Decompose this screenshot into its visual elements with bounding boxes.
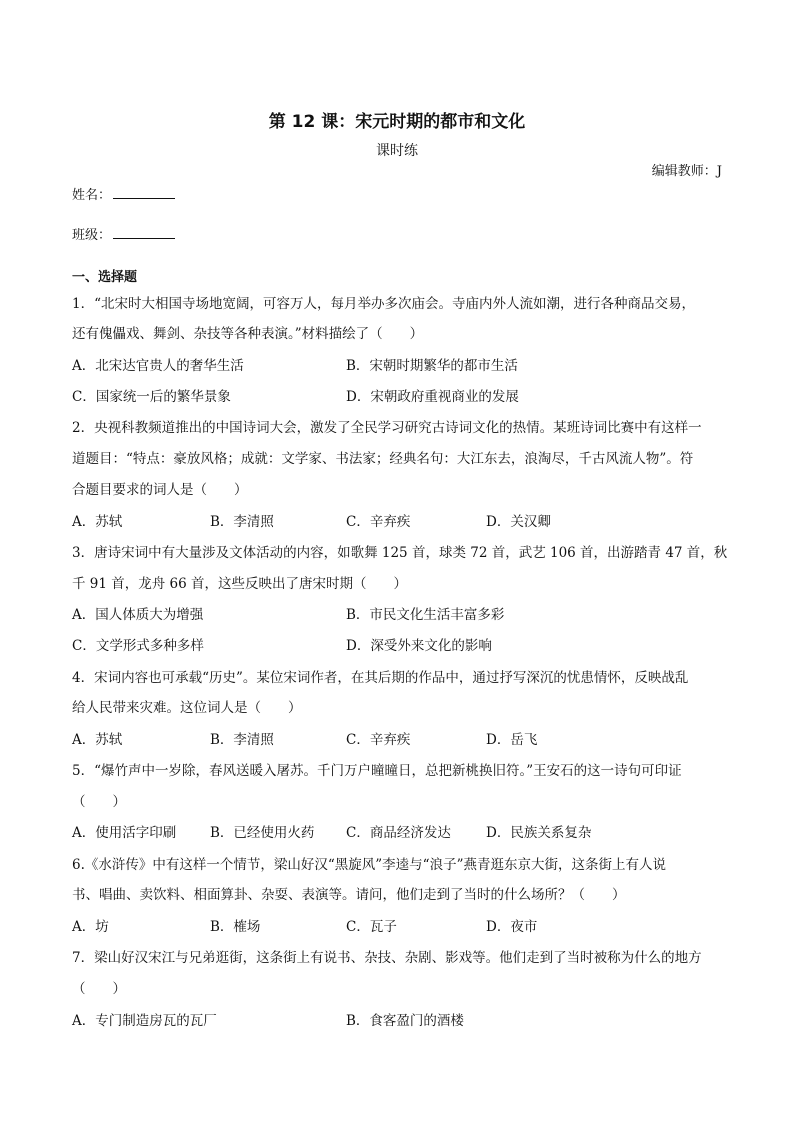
editor-label: 编辑教师：J — [651, 164, 722, 179]
q3-option-c[interactable]: C．文学形式多种多样 — [72, 638, 204, 654]
q3-option-d[interactable]: D．深受外来文化的影响 — [346, 638, 492, 654]
q2-option-d[interactable]: D．关汉卿 — [486, 514, 551, 530]
q6-option-a[interactable]: A．坊 — [72, 919, 109, 935]
q6-option-b[interactable]: B．榷场 — [210, 919, 261, 935]
q2-option-b[interactable]: B．李清照 — [210, 514, 274, 530]
question-2-line-3: 合题目要求的词人是（ ） — [72, 482, 248, 498]
question-1-line-2: 还有傀儡戏、舞剑、杂技等各种表演。”材料描绘了（ ） — [72, 326, 424, 342]
question-7-line-2: （ ） — [72, 981, 126, 997]
q1-option-a[interactable]: A．北宋达官贵人的奢华生活 — [72, 358, 244, 374]
q7-option-b[interactable]: B．食客盈门的酒楼 — [346, 1013, 464, 1029]
q4-option-d[interactable]: D．岳飞 — [486, 732, 538, 748]
name-field — [72, 184, 175, 203]
q3-option-b[interactable]: B．市民文化生活丰富多彩 — [346, 607, 505, 623]
q4-option-a[interactable]: A．苏轼 — [72, 732, 123, 748]
question-4-line-2: 给人民带来灾难。这位词人是（ ） — [72, 700, 302, 716]
question-5-line-2: （ ） — [72, 794, 126, 810]
q2-option-a[interactable]: A．苏轼 — [72, 514, 123, 530]
q5-option-c[interactable]: C．商品经济发达 — [346, 825, 451, 841]
q6-option-d[interactable]: D．夜市 — [486, 919, 538, 935]
q4-option-c[interactable]: C．辛弃疾 — [346, 732, 411, 748]
q3-option-a[interactable]: A．国人体质大为增强 — [72, 607, 204, 623]
q6-option-c[interactable]: C．瓦子 — [346, 919, 397, 935]
q7-option-a[interactable]: A．专门制造房瓦的瓦厂 — [72, 1013, 217, 1029]
q2-option-c[interactable]: C．辛弃疾 — [346, 514, 411, 530]
question-3-line-1: 3．唐诗宋词中有大量涉及文体活动的内容，如歌舞 125 首，球类 72 首，武艺 106 首，出游踏青 47 首，秋 — [72, 545, 728, 561]
question-4-line-1: 4．宋词内容也可承载“历史”。某位宋词作者，在其后期的作品中，通过抒写深沉的忧患情怀，反映战乱 — [72, 670, 689, 686]
q1-option-c[interactable]: C．国家统一后的繁华景象 — [72, 389, 231, 405]
question-1-line-1: 1．“北宋时大相国寺场地宽阔，可容万人，每月举办多次庙会。寺庙内外人流如潮，进行各种商品交易， — [72, 296, 695, 312]
name-blank[interactable] — [113, 186, 175, 199]
q5-option-b[interactable]: B．已经使用火药 — [210, 825, 315, 841]
q5-option-a[interactable]: A．使用活字印刷 — [72, 825, 177, 841]
section-title: 一、选择题 — [72, 270, 138, 285]
q1-option-d[interactable]: D．宋朝政府重视商业的发展 — [346, 389, 519, 405]
question-3-line-2: 千 91 首，龙舟 66 首，这些反映出了唐宋时期（ ） — [72, 576, 408, 592]
question-6-line-1: 6.《水浒传》中有这样一个情节，梁山好汉“黑旋风”李逵与“浪子”燕青逛东京大街，这条街上有人说 — [72, 857, 666, 873]
page-title: 第 12 课：宋元时期的都市和文化 — [268, 112, 526, 132]
class-blank[interactable] — [113, 226, 175, 239]
class-label: 班级： — [72, 228, 112, 243]
question-7-line-1: 7．梁山好汉宋江与兄弟逛街，这条街上有说书、杂技、杂剧、影戏等。他们走到了当时被称为什么的地方 — [72, 950, 702, 966]
class-field — [72, 224, 175, 243]
q1-option-b[interactable]: B．宋朝时期繁华的都市生活 — [346, 358, 518, 374]
page-subtitle: 课时练 — [376, 143, 418, 159]
q5-option-d[interactable]: D．民族关系复杂 — [486, 825, 592, 841]
question-5-line-1: 5．“爆竹声中一岁除，春风送暖入屠苏。千门万户曈曈日，总把新桃换旧符。”王安石的这一诗句可印证 — [72, 763, 682, 779]
question-2-line-1: 2．央视科教频道推出的中国诗词大会，激发了全民学习研究古诗词文化的热情。某班诗词比赛中有这样一 — [72, 420, 702, 436]
question-6-line-2: 书、唱曲、卖饮料、相面算卦、杂耍、表演等。请问，他们走到了当时的什么场所？（ ） — [72, 887, 626, 903]
q4-option-b[interactable]: B．李清照 — [210, 732, 274, 748]
name-label: 姓名： — [72, 188, 112, 203]
question-2-line-2: 道题目：“特点：豪放风格；成就：文学家、书法家；经典名句：大江东去，浪淘尽，千古风流人物”。符 — [72, 451, 694, 467]
